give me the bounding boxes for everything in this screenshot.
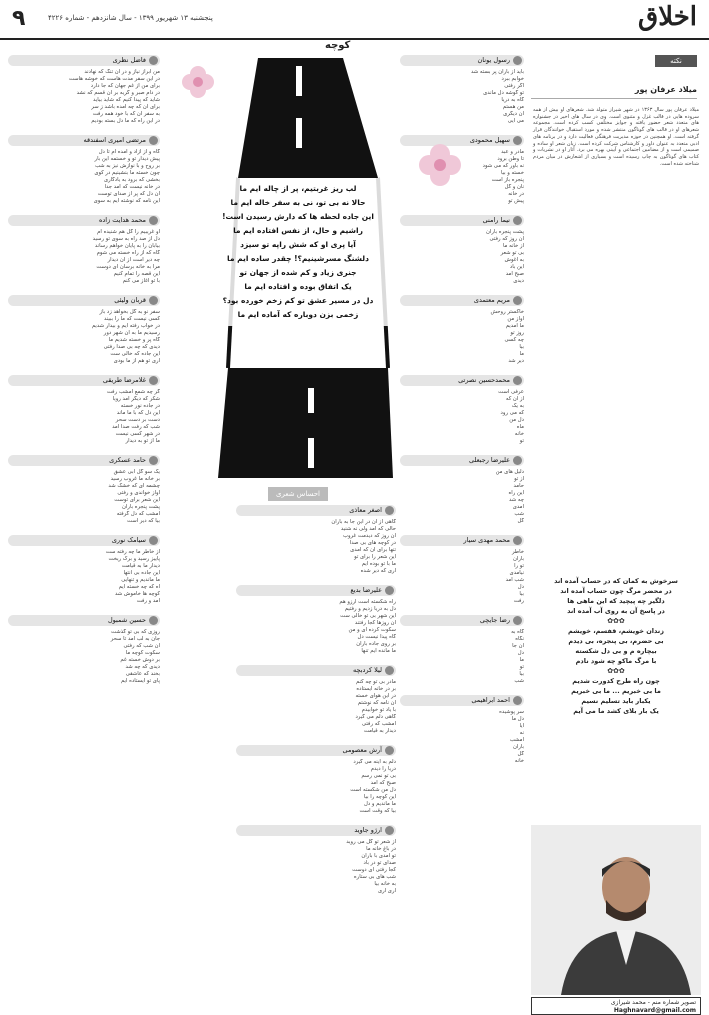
poem-line: دل — [517, 650, 524, 656]
poem-line: دل من — [509, 417, 524, 423]
poem-line: ما — [519, 657, 524, 663]
poem-line: باران — [512, 556, 524, 562]
poem-line: ما — [519, 351, 524, 357]
poem-line: آواز خواندی و رفتی — [117, 490, 160, 496]
poem-line: چه کسی — [504, 337, 524, 343]
poem-line: شب های بی ستاره — [353, 874, 396, 880]
poem-line: این شهر بی تو خالی ست — [340, 613, 396, 619]
poem-line: آن جا — [512, 643, 524, 649]
poem-line: دل به دریا زدیم و رفتیم — [344, 606, 396, 612]
poem-line: بر روح و با نوازش نیز به شب — [94, 163, 160, 169]
poem-line: این شعر برای توست — [114, 497, 160, 503]
poem-line: حالی که آمد ولی نه شنید — [340, 526, 396, 532]
feature-poem-line: لب ریز غربتیم، پر از چاله ایم ما — [239, 184, 357, 193]
photo-caption — [531, 997, 701, 1015]
author-photo — [531, 825, 701, 995]
poet-name-label: لیلا کردبچه — [236, 665, 396, 676]
newspaper-logo: اخلاق — [638, 2, 697, 32]
poem-line: دل از صد راه به سوی تو رسید — [92, 236, 160, 242]
article-poem-line: بی حضرم، بی پنجره، بی دیدم — [568, 637, 664, 645]
poem-line: شکر که دیگر آمد رویا — [112, 396, 160, 402]
poem-line: شب — [514, 511, 524, 517]
poem-line: بی تو شعر — [500, 250, 524, 256]
poem-line: راه شکسته است آرزو هم — [339, 599, 396, 605]
poem-block — [8, 135, 160, 205]
article-body: میلاد عرفان پور سال ۱۳۶۳ در شهر شیراز متولد شد. شعرهای او بیش از همه سروده هایی در قالب غزل و مثنوی است. وی در سال های اخیر در جشنواره های متعدد شعر حضور یافته و جوایز مختلفی کسب کرده است. مجموعه شعرهای او در قالب های گوناگون منتشر شده و مورد استقبال خوانندگان قرار گرفته است. او همچنین در حوزه مدیریت فرهنگی فعالیت دارد و در برنامه های ادبی متعدد به عنوان داور و کارشناس شرکت کرده است. زبان شعر او ساده و صمیمی است و از مضامین اجتماعی و آیینی بهره می برد. آثار او در نشریات و کتاب های گوناگون به چاپ رسیده است و بسیاری از اشعارش در میان مردم شناخته شده است. — [533, 107, 699, 167]
poem-line: خوابم ببرد — [501, 76, 524, 82]
poem-block — [8, 455, 160, 525]
poem-line: رسیدیم ما به آن شهر دور — [103, 330, 160, 336]
poem-line: آن روزها کجا رفتند — [354, 620, 396, 626]
poem-line: این جاده بی انتها — [123, 570, 160, 576]
poem-line: در دام صبر و گریه بر آن قسم که نشد — [76, 90, 160, 96]
poet-name-label: حسین شمبول — [8, 615, 160, 626]
poem-line: به خانه بیا — [374, 881, 396, 887]
poem-line: بر در خانه ایستاده — [356, 686, 396, 692]
poem-line: ما ماندیم و تنهایی — [121, 577, 160, 583]
poem-line: در خواب رفته ایم و بیدار شدیم — [91, 323, 160, 329]
poem-line: شاید که پیدا کنیم که شاید بیاید — [93, 97, 160, 103]
poem-line: بیا که دیر است — [127, 518, 160, 524]
feature-poem-line: این جاده لحظه ها که دارش رسیدن است! — [222, 212, 374, 221]
poem-line: به سفر آن که با خود همه رفت — [92, 111, 160, 117]
poem-block — [400, 535, 524, 605]
poem-line: گاه پر و خسته شدیم ما — [108, 337, 160, 343]
article-author: میلاد عرفان پور — [531, 85, 697, 99]
poem-line: دلم به آینه می گیرد — [353, 759, 396, 765]
poem-line: خانه — [514, 758, 524, 764]
poem-line: روزی که بی تو گذشت — [111, 629, 160, 635]
poem-line: آمد و رفت — [136, 598, 160, 604]
poems-column-left — [8, 55, 160, 695]
poem-line: نه — [519, 730, 524, 736]
feature-poem-line: زخمی بزن دوباره که آماده ایم ما — [237, 310, 359, 319]
profile-article — [531, 55, 701, 1014]
poem-line: بی تو نمی رسم — [361, 773, 396, 779]
poem-line: می آیی — [507, 118, 524, 124]
poem-line: آن شب که رفتی — [123, 643, 160, 649]
poem-line: صبح آمد — [505, 271, 524, 277]
poem-line: در خانه — [508, 191, 524, 197]
poem-line: ما آمدیم — [505, 323, 524, 329]
poem-line: سر پوشیده — [499, 709, 524, 715]
poem-line: در کوچه های بی صدا — [349, 540, 396, 546]
poem-line: دل — [517, 584, 524, 590]
poem-line: این نامه که نوشته ایم به سوی — [93, 198, 160, 204]
poem-line: امشب که دل گرفته — [116, 511, 160, 517]
poem-line: گاهی دلم می گیرد — [355, 714, 396, 720]
poem-line: چه شد — [508, 497, 524, 503]
poem-line: این باد — [509, 264, 524, 270]
poem-line: در خانه نیست که آمد جدا — [104, 184, 160, 190]
poem-line: بیا — [519, 591, 524, 597]
poem-line: گاه پیدا نیست دل — [357, 634, 396, 640]
poem-line: من ابراز نیاز و در آن تنگ که نهادند — [84, 69, 160, 75]
poem-line: دل ما — [511, 716, 524, 722]
poem-line: گر چه شمع امشب رفت — [106, 389, 160, 395]
poem-line: کسی نیست که ما را ببیند — [104, 316, 160, 322]
poem-line: ما از تو به دیدار — [125, 438, 160, 444]
article-poem-line: ما بی خبریم ... ما بی خبریم — [571, 687, 661, 695]
poet-name-label: رضا جایچی — [400, 615, 524, 626]
poem-line: دیر شد — [508, 358, 524, 364]
poem-line: برای من از غم جهان که جا دارد — [90, 83, 160, 89]
poem-line: در این هوای خسته — [355, 693, 396, 699]
poem-line: عرفی است — [498, 389, 524, 395]
poem-line: با یاد تو خوابیدم — [361, 707, 396, 713]
poem-line: او غریبیم را گل هم شنیده ام — [97, 229, 160, 235]
poem-line: کوچه ها خاموش شد — [115, 591, 160, 597]
poem-line: مادر بی تو چه کنم — [356, 679, 396, 685]
poem-line: آواز من — [507, 316, 524, 322]
poem-line: ما با تو بوده ایم — [361, 561, 396, 567]
poem-line: سکوت کرده ای و من — [348, 627, 396, 633]
poet-name-label: اصغر معاذی — [236, 505, 396, 516]
poem-line: باران — [512, 744, 524, 750]
poem-line: سکوت کوچه ما — [125, 650, 160, 656]
poem-block — [8, 535, 160, 605]
poem-line: گل — [517, 518, 524, 524]
poem-line: آری آری — [377, 888, 396, 894]
poem-line: اگر رفتی — [504, 83, 524, 89]
poem-line: دست بر دست سحر — [115, 417, 160, 423]
poem-line: سفر نو به گل بخواهد زد باز — [99, 309, 160, 315]
poet-name-label: محمدحسین نصرتی — [400, 375, 524, 386]
poem-line: آن نامه که نوشتم — [357, 700, 396, 706]
poem-line: این کوچه را بیا — [363, 794, 396, 800]
poem-line: دیدی — [513, 278, 524, 284]
poem-line: خاکستر روحش — [490, 309, 524, 315]
poem-line: باید از باران پر بسته شد — [470, 69, 524, 75]
poem-line: از آن که — [505, 396, 524, 402]
poet-name-label: محمد مهدی سیار — [400, 535, 524, 546]
article-poem-line: با مرگ ماکو چه شود نادم — [575, 657, 657, 665]
poem-line: آن روز که رفتی — [489, 236, 524, 242]
poem-line: چون خسته ما بنشینیم در کوی — [94, 170, 160, 176]
feature-poem-line: راشیم و حال، از نفس افتاده ایم ما — [233, 226, 363, 235]
poet-name-label: سهیل محمودی — [400, 135, 524, 146]
poem-block — [400, 55, 524, 125]
feature-poem-line: جنری زیاد و کم شده از جهان تو — [239, 268, 357, 277]
poem-line: بیا که وقت است — [359, 808, 396, 814]
poet-name-label: رسول یونان — [400, 55, 524, 66]
poem-line: در این سفر مدت هاست که خوشه هاست — [68, 76, 160, 82]
poem-line: دیدار به قیامت — [363, 728, 396, 734]
poem-line: تو آمدی با باران — [361, 853, 396, 859]
poem-block — [400, 615, 524, 685]
poem-line: دیدی که چه شد — [125, 664, 160, 670]
poem-line: آری تو هم از ما بودی — [113, 358, 160, 364]
poem-line: که می رود — [500, 410, 524, 416]
poem-line: آن روز که دیدمت غروب — [342, 533, 396, 539]
poem-block — [8, 215, 160, 285]
poem-line: بر روی جاده باران — [356, 641, 396, 647]
poem-line: شب که رفت صدا آمد — [112, 424, 160, 430]
article-poem-line: در پاسخ آن به روی آب آمده اند — [567, 607, 665, 615]
poem-line: بر دوش خسته غم — [120, 657, 160, 663]
poem-line: تو را — [514, 563, 524, 569]
poem-line: خاطر — [511, 549, 524, 555]
poem-line: دلیل های من — [495, 469, 524, 475]
section-title: کوچه — [325, 40, 351, 51]
poet-name-label: غلامرضا طریقی — [8, 375, 160, 386]
poem-line: پاییز رسید و برگ ریخت — [108, 556, 160, 562]
flower-ornament-icon — [178, 62, 218, 102]
poem-line: پشت پنجره باران — [122, 504, 160, 510]
poem-block — [400, 295, 524, 365]
poet-name-label: احمد ابراهیمی — [400, 695, 524, 706]
article-poem-line: بیچاره م و بی دل شکسته — [575, 647, 657, 655]
article-poem-line: سرخوش به کمان که در حساب آمده اند — [554, 577, 678, 585]
poem-line: دیدار ما به قیامت — [121, 563, 160, 569]
article-poem-line: یک بار بلای کشد ما می آیم — [573, 707, 659, 715]
poem-line: آن دیگری — [503, 111, 524, 117]
poem-line: در جاده نور خسته — [120, 403, 160, 409]
poem-line: این جاده که خالی ست — [110, 351, 160, 357]
poet-name-label: فاضل نظری — [8, 55, 160, 66]
poem-line: از شعر تو گل می روید — [346, 839, 396, 845]
poem-line: به یک — [511, 403, 524, 409]
poem-line: آن دل که پر از صدای توست — [97, 191, 160, 197]
feature-poem-line: دل در مسیر عشق تو کم زخم خورده بود؟ — [222, 296, 374, 305]
poem-line: تو — [519, 664, 524, 670]
poem-line: گاه به دریا — [501, 97, 524, 103]
feature-poem — [198, 178, 398, 326]
article-poem-line: چون راه طرح کدورت شدیم — [572, 677, 660, 685]
poet-name-label: نیما رامنی — [400, 215, 524, 226]
poem-line: ما ماندیم و دل — [364, 801, 396, 807]
caption-email: Haghnavard@gmail.com — [613, 1007, 696, 1014]
poet-name-label: آرش معصومی — [236, 745, 396, 756]
poem-block — [400, 375, 524, 445]
poem-line: ماه — [516, 424, 524, 430]
ehsas-label: احساس شعری — [268, 487, 328, 501]
poem-line: روز تو — [510, 330, 524, 336]
poem-line: دریا را دیدم — [370, 766, 396, 772]
poem-line: نگاه — [515, 636, 524, 642]
poem-line: تا وطن برود — [497, 156, 524, 162]
poem-line: گل — [517, 751, 524, 757]
article-poem-line: دلگیر چه پیچید که این ماهی ها — [567, 597, 665, 605]
poem-line: نان و گل — [504, 184, 524, 190]
poem-line: به آغوش — [504, 257, 524, 263]
poem-line: دیدی که چه بی صدا رفتی — [103, 344, 160, 350]
poet-name-label: حامد عسکری — [8, 455, 160, 466]
feature-poem-line: حالا نه بی تو، نی به سفر خاله ایم ما — [230, 198, 366, 207]
article-tag: نکته — [655, 55, 697, 67]
poem-line: ما مانده ایم تنها — [361, 648, 396, 654]
poem-line: آمدی — [512, 504, 524, 510]
poem-line: برای آن که چه آمده باشد ز سر — [91, 104, 160, 110]
article-poem — [531, 576, 701, 716]
poem-line: نه باور که می شود — [482, 163, 524, 169]
poem-line: بیابان را به پایان خواهم رساند — [94, 243, 160, 249]
poem-block — [236, 745, 396, 815]
poem-line: در باغ خانه ما — [366, 846, 396, 852]
poem-line: نیامدی — [509, 570, 524, 576]
poem-line: رفت — [513, 598, 524, 604]
feature-poem-line: یک اتفاق بوده و افتاده ایم ما — [244, 282, 352, 291]
page-number: ۹ — [12, 6, 26, 31]
poem-line: بر خانه ما غروب رسید — [110, 476, 160, 482]
issue-date-line: پنجشنبه ۱۳ شهریور ۱۳۹۹ - سال شانزدهم - شماره ۴۲۲۶ — [48, 14, 213, 22]
poet-name-label: سیامک نوری — [8, 535, 160, 546]
caption-text: تصویر شماره منم - محمد شیرازی — [610, 999, 696, 1006]
flower-ornament-icon — [415, 140, 465, 190]
poem-line: در این راه که ما دل بسته بودیم — [91, 118, 160, 124]
poem-line: امشب — [509, 737, 524, 743]
poem-line: دل من شکسته است — [350, 787, 396, 793]
poem-block — [400, 215, 524, 285]
poem-line: پیش تو — [508, 198, 524, 204]
feature-poem-line: دلشنگ مسرشینیم؟! چقدر ساده ایم ما — [227, 254, 369, 263]
poem-line: خانه — [514, 431, 524, 437]
poem-line: بیا — [519, 344, 524, 350]
poem-line: آیا — [519, 723, 524, 729]
stars-divider: ✿✿✿ — [607, 617, 625, 625]
page-header — [0, 0, 709, 40]
person-portrait-icon — [531, 825, 701, 995]
poem-line: آری که دیر شده — [360, 568, 396, 574]
poem-line: بخشی که برود به یادگاری — [103, 177, 160, 183]
poem-line: پشت پنجره باران — [486, 229, 524, 235]
poem-block — [236, 585, 396, 655]
article-poem-line: زندان خویشم، قفسم، خویشم — [568, 627, 664, 635]
poem-line: بخند که عاشقی — [125, 671, 160, 677]
poet-name-label: محمد هدایت زاده — [8, 215, 160, 226]
poem-line: با تو آغاز می کنم — [122, 278, 160, 284]
poem-line: این شعر را برای تو — [354, 554, 396, 560]
poem-line: امشب که رفتی — [361, 721, 396, 727]
article-poem-line: یکبار باید تسلیم نسیم — [581, 697, 651, 705]
poem-line: آه که چه خسته ایم — [118, 584, 160, 590]
poem-line: صدای تو در باد — [363, 860, 396, 866]
poem-line: پای تو ایستاده ایم — [121, 678, 160, 684]
poet-name-label: مرتضی امیری اسفندقه — [8, 135, 160, 146]
poem-line: تو — [519, 438, 524, 444]
stars-divider: ✿✿✿ — [607, 667, 625, 675]
poem-line: جان به لب آمد تا سحر — [110, 636, 160, 642]
poem-block — [236, 825, 396, 895]
poem-line: تو گوشه دل ماندی — [483, 90, 524, 96]
poem-line: این راه — [508, 490, 524, 496]
poem-line: صبح که آمد — [370, 780, 396, 786]
poem-line: از خانه ما — [502, 243, 524, 249]
poem-block — [8, 615, 160, 685]
poem-line: این قصه را تمام کنیم — [113, 271, 160, 277]
poet-name-label: قربان ولیئی — [8, 295, 160, 306]
poem-line: خسته و بیا — [500, 170, 524, 176]
poet-name-label: مریم معتمدی — [400, 295, 524, 306]
poem-line: شب آمد — [505, 577, 524, 583]
poem-line: کجا رفتی ای دوست — [352, 867, 396, 873]
poem-block — [8, 55, 160, 125]
feature-poem-line: آیا پری او که شش راپه تو سیزد — [240, 240, 356, 249]
poem-block — [8, 375, 160, 445]
poem-block — [236, 665, 396, 735]
poem-line: این دل که با ما ماند — [116, 410, 160, 416]
poem-line: گاه و از آزاد و آمده ام تا دل — [98, 149, 160, 155]
poem-line: از تو — [514, 476, 524, 482]
poet-name-label: علیرضا بدیع — [236, 585, 396, 596]
poem-block — [400, 695, 524, 765]
poem-line: حامد — [513, 483, 524, 489]
poem-line: چه دیر است از آن دیدار — [107, 257, 160, 263]
poem-line: یک سو گل آبی عشق — [113, 469, 160, 475]
poem-line: من هستم — [502, 104, 524, 110]
poem-line: گاه که از راه خسته می شوم — [96, 250, 160, 256]
poet-name-label: علیرضا رجبعلی — [400, 455, 524, 466]
poem-line: گاهی از آن در این جا به باران — [331, 519, 396, 525]
poem-block — [8, 295, 160, 365]
poem-line: پیش دیدار تو و خستمه این بار — [94, 156, 160, 162]
poem-line: مادر و عبد — [501, 149, 524, 155]
poem-line: گاه به — [511, 629, 524, 635]
article-poem-line: در محضر مرگ چون حساب آمده اند — [560, 587, 672, 595]
poem-line: بیا — [519, 671, 524, 677]
poem-line: مرا به خانه برسان ای دوست — [96, 264, 160, 270]
poem-line: پنجره باز است — [491, 177, 524, 183]
poem-line: تنها برای آن که آمدی — [350, 547, 396, 553]
poem-line: شب — [514, 678, 524, 684]
poem-line: چشمه ای که خشک شد — [108, 483, 160, 489]
poem-block — [400, 455, 524, 525]
poet-name-label: ارژو جاوید — [236, 825, 396, 836]
poem-line: از خاطر ما چه رفته ست — [105, 549, 160, 555]
poem-line: در شهر کسی نیست — [115, 431, 160, 437]
